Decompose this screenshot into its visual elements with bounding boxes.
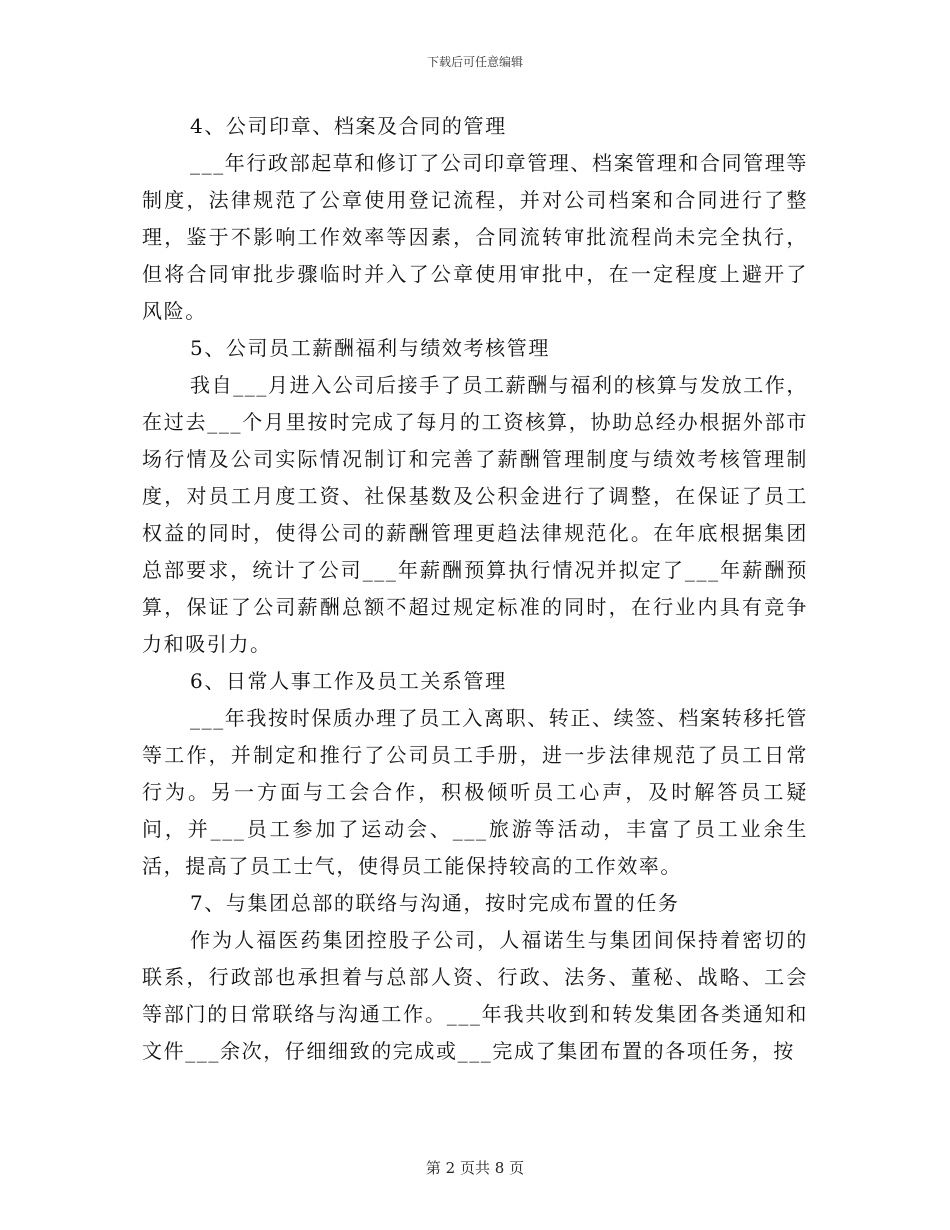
section-7-heading: 7、与集团总部的联络与沟通，按时完成布置的任务 bbox=[190, 891, 680, 915]
section-5-paragraph: 我自___月进入公司后接手了员工薪酬与福利的核算与发放工作，在过去___个月里按时完成了每月的工资核算，协助总经办根据外部市场行情及公司实际情况制订和完善了薪酬管理制度与绩效考核管理制度，对员工月度工资、社保基数及公积金进行了调整，在保证了员工权益的同时，使得公司的薪酬管理更趋法律规范化。在年底根据集团总部要求，统计了公司___年薪酬预算执行情况并拟定了___年薪酬预算，保证了公司薪酬总额不超过规定标准的同时，在行业内具有竞争力和吸引力。 bbox=[142, 373, 808, 656]
section-5-heading: 5、公司员工薪酬福利与绩效考核管理 bbox=[190, 336, 550, 360]
section-4-paragraph: ___年行政部起草和修订了公司印章管理、档案管理和合同管理等制度，法律规范了公章使用登记流程，并对公司档案和合同进行了整理，鉴于不影响工作效率等因素，合同流转审批流程尚未完全执行，但将合同审批步骤临时并入了公章使用审批中，在一定程度上避开了风险。 bbox=[142, 151, 808, 323]
page-number-footer: 第 2 页共 8 页 bbox=[425, 1159, 525, 1177]
section-6-heading: 6、日常人事工作及员工关系管理 bbox=[190, 669, 507, 693]
section-7-paragraph: 作为人福医药集团控股子公司，人福诺生与集团间保持着密切的联系，行政部也承担着与总部人资、行政、法务、董秘、战略、工会等部门的日常联络与沟通工作。___年我共收到和转发集团各类通知和文件___余次，仔细细致的完成或___完成了集团布置的各项任务，按 bbox=[142, 928, 808, 1063]
page-header-note: 下载后可任意编辑 bbox=[426, 55, 523, 69]
section-6-paragraph: ___年我按时保质办理了员工入离职、转正、续签、档案转移托管等工作，并制定和推行了公司员工手册，进一步法律规范了员工日常行为。另一方面与工会合作，积极倾听员工心声，及时解答员工疑问，并___员工参加了运动会、___旅游等活动，丰富了员工业余生活，提高了员工士气，使得员工能保持较高的工作效率。 bbox=[142, 706, 808, 878]
document-body bbox=[142, 108, 808, 1070]
section-4-heading: 4、公司印章、档案及合同的管理 bbox=[190, 114, 507, 138]
